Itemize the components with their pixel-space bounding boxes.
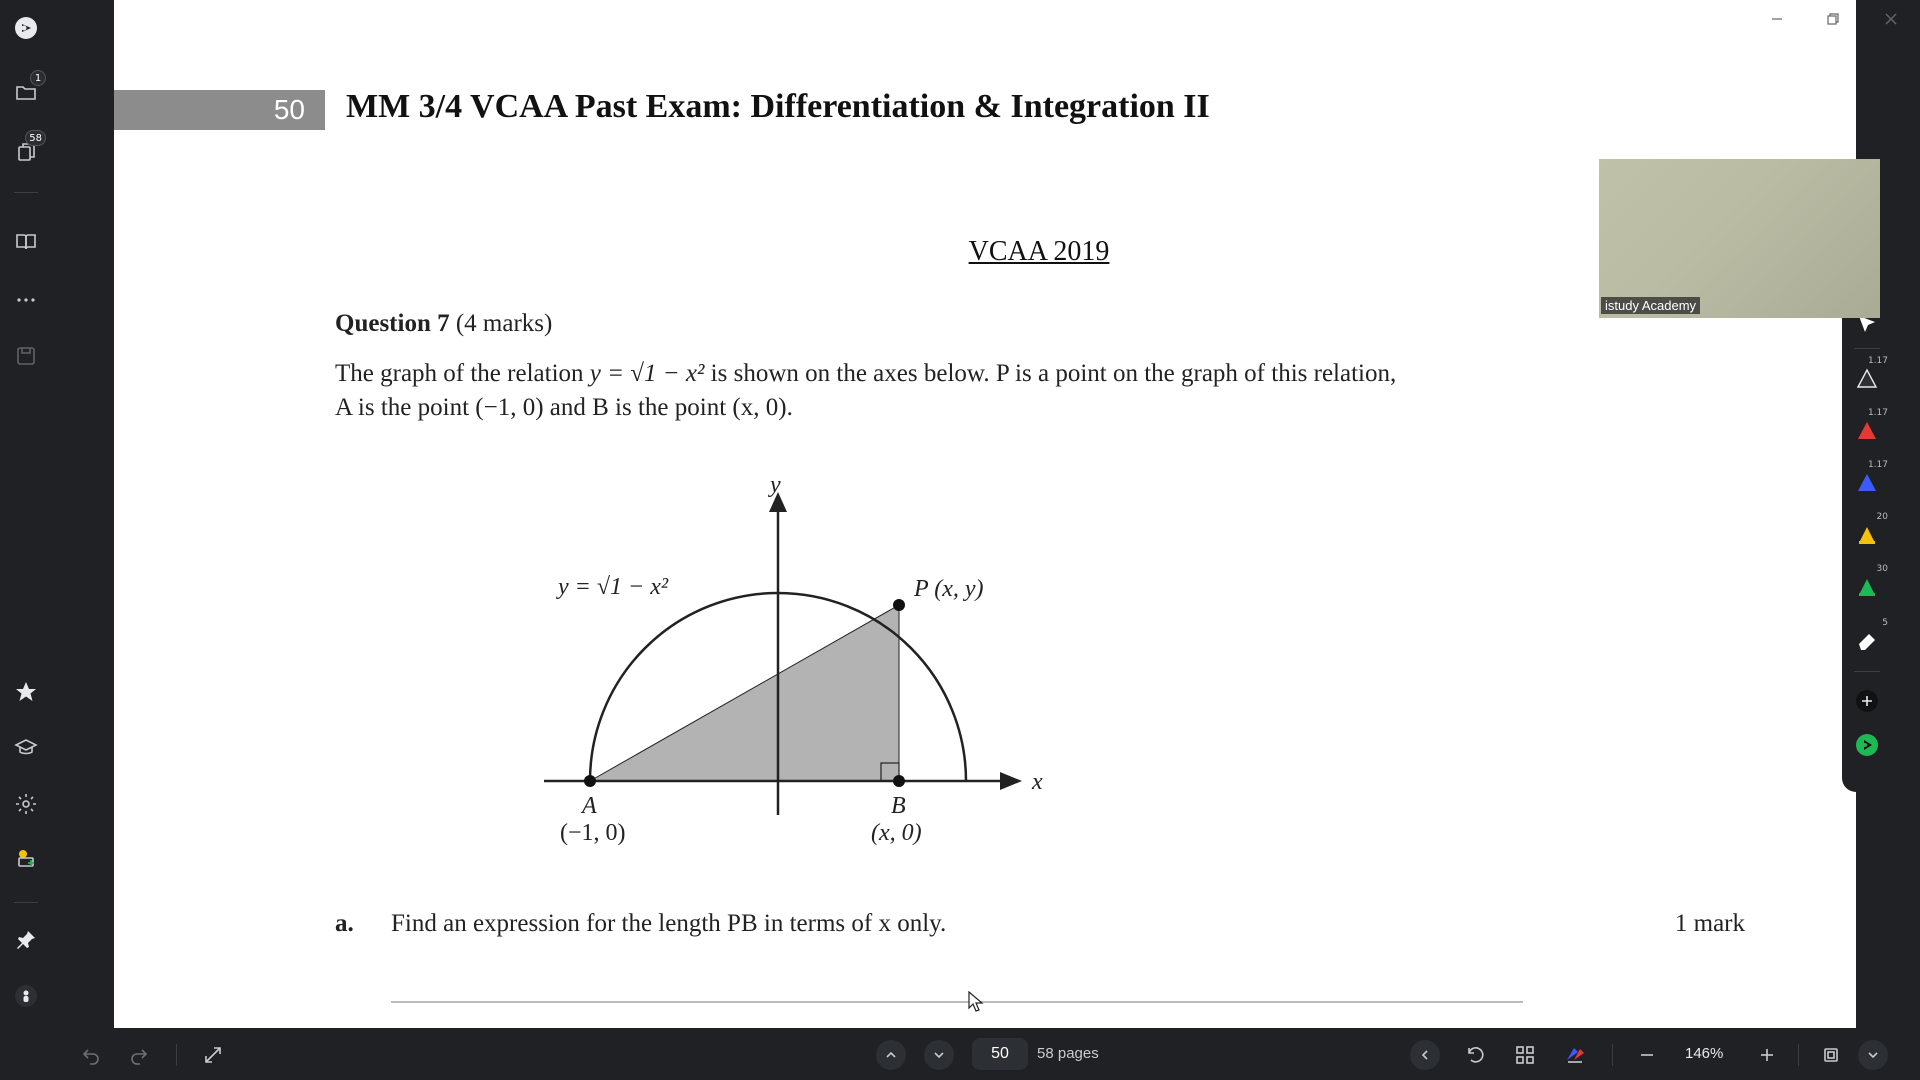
pin-icon[interactable] [8,922,44,958]
highlighter-yellow-icon[interactable] [1852,512,1888,550]
mouse-cursor-icon [968,991,984,1013]
point-b-dot [893,775,905,787]
question-text [335,357,1635,425]
back-chevron-button[interactable] [1410,1040,1440,1070]
y-axis-label: y [770,472,781,498]
favorites-star-icon[interactable] [8,674,44,710]
app-switch-icon[interactable] [1852,730,1882,760]
highlighter-yellow-size: 20 [1876,512,1888,522]
add-tool-icon[interactable] [1852,686,1882,716]
section-heading-text: VCAA 2019 [968,236,1110,267]
page-number-input[interactable]: 50 [972,1038,1028,1070]
more-options-icon[interactable] [8,282,44,318]
redo-icon[interactable] [124,1040,154,1070]
point-b-label: B [891,793,906,819]
save-icon[interactable] [8,338,44,374]
zoom-out-icon[interactable] [1632,1040,1662,1070]
semicircle-graph [544,470,1284,870]
view-options-dropdown[interactable] [1858,1040,1888,1070]
x-axis-arrow [1000,772,1022,790]
curve-label: y = √1 − x² [558,574,669,600]
add-lightbulb-icon[interactable] [8,840,44,876]
left-sidebar [0,0,52,1080]
question-label: Question 7 [335,310,450,337]
part-a-marks: 1 mark [1674,910,1745,937]
point-p-dot [893,599,905,611]
user-account-icon[interactable] [8,978,44,1014]
pages-count-badge: 58 [25,130,46,146]
eraser-size: 5 [1882,618,1888,628]
zoom-level[interactable]: 146% [1685,1045,1724,1062]
part-a-text: Find an expression for the length PB in terms of x only. [391,910,947,937]
point-a-coords: (−1, 0) [560,820,626,846]
bottom-toolbar [52,1028,1920,1080]
zoom-in-icon[interactable] [1752,1040,1782,1070]
restore-button[interactable] [1820,8,1846,30]
question-text-line2: A is the point (−1, 0) and B is the point (x, 0). [335,394,793,421]
x-axis-label: x [1032,769,1043,795]
eraser-icon[interactable] [1852,618,1888,656]
section-heading [114,236,1856,268]
sidebar-divider [14,902,38,903]
close-button[interactable] [1878,8,1904,30]
pen-black-icon[interactable] [1852,356,1888,394]
question-text-part1: The graph of the relation [335,360,584,387]
previous-page-button[interactable] [876,1040,906,1070]
rail-divider [1854,348,1880,349]
point-b-coords: (x, 0) [871,820,922,846]
answer-line[interactable] [391,1001,1523,1003]
webcam-overlay[interactable] [1599,159,1880,318]
pen-red-icon[interactable] [1852,408,1888,446]
question-text-part2: is shown on the axes below. P is a point on the graph of this relation, [710,360,1397,387]
point-a-label: A [582,793,597,819]
annotate-toggle-icon[interactable] [1560,1040,1590,1070]
pen-black-size: 1.17 [1867,356,1888,366]
files-folder-icon[interactable] [8,74,44,110]
minimize-button[interactable] [1764,8,1790,30]
pen-blue-icon[interactable] [1852,460,1888,498]
sidebar-divider [14,192,38,193]
total-pages-label: 58 pages [1037,1045,1099,1062]
question-relation: y = √1 − x² [589,360,705,387]
webcam-label: istudy Academy [1601,297,1700,314]
annotation-tool-rail [1842,305,1892,792]
grid-view-icon[interactable] [1510,1040,1540,1070]
graduation-cap-icon[interactable] [8,730,44,766]
point-a-dot [584,775,596,787]
rotate-icon[interactable] [1460,1040,1490,1070]
undo-icon[interactable] [76,1040,106,1070]
toolbar-divider [1798,1044,1799,1066]
files-count-badge: 1 [30,70,46,86]
question-heading [335,310,552,338]
pen-blue-size: 1.17 [1867,460,1888,470]
question-marks: (4 marks) [455,310,553,337]
part-a-label: a. [335,910,354,937]
highlighter-green-icon[interactable] [1852,564,1888,602]
toolbar-divider [176,1044,177,1066]
settings-gear-icon[interactable] [8,786,44,822]
document-title: MM 3/4 VCAA Past Exam: Differentiation & Integration II [346,88,1210,125]
pages-thumbnails-icon[interactable] [8,134,44,170]
rail-divider [1854,671,1880,672]
pen-red-size: 1.17 [1867,408,1888,418]
document-page [114,0,1856,1028]
fit-page-icon[interactable] [1816,1040,1846,1070]
highlighter-green-size: 30 [1876,564,1888,574]
toolbar-divider [1612,1044,1613,1066]
book-icon[interactable] [8,224,44,260]
next-page-button[interactable] [924,1040,954,1070]
point-p-label: P (x, y) [914,576,984,602]
app-logo-icon[interactable] [8,10,44,46]
page-number-band: 50 [114,90,325,130]
fullscreen-expand-icon[interactable] [198,1040,228,1070]
